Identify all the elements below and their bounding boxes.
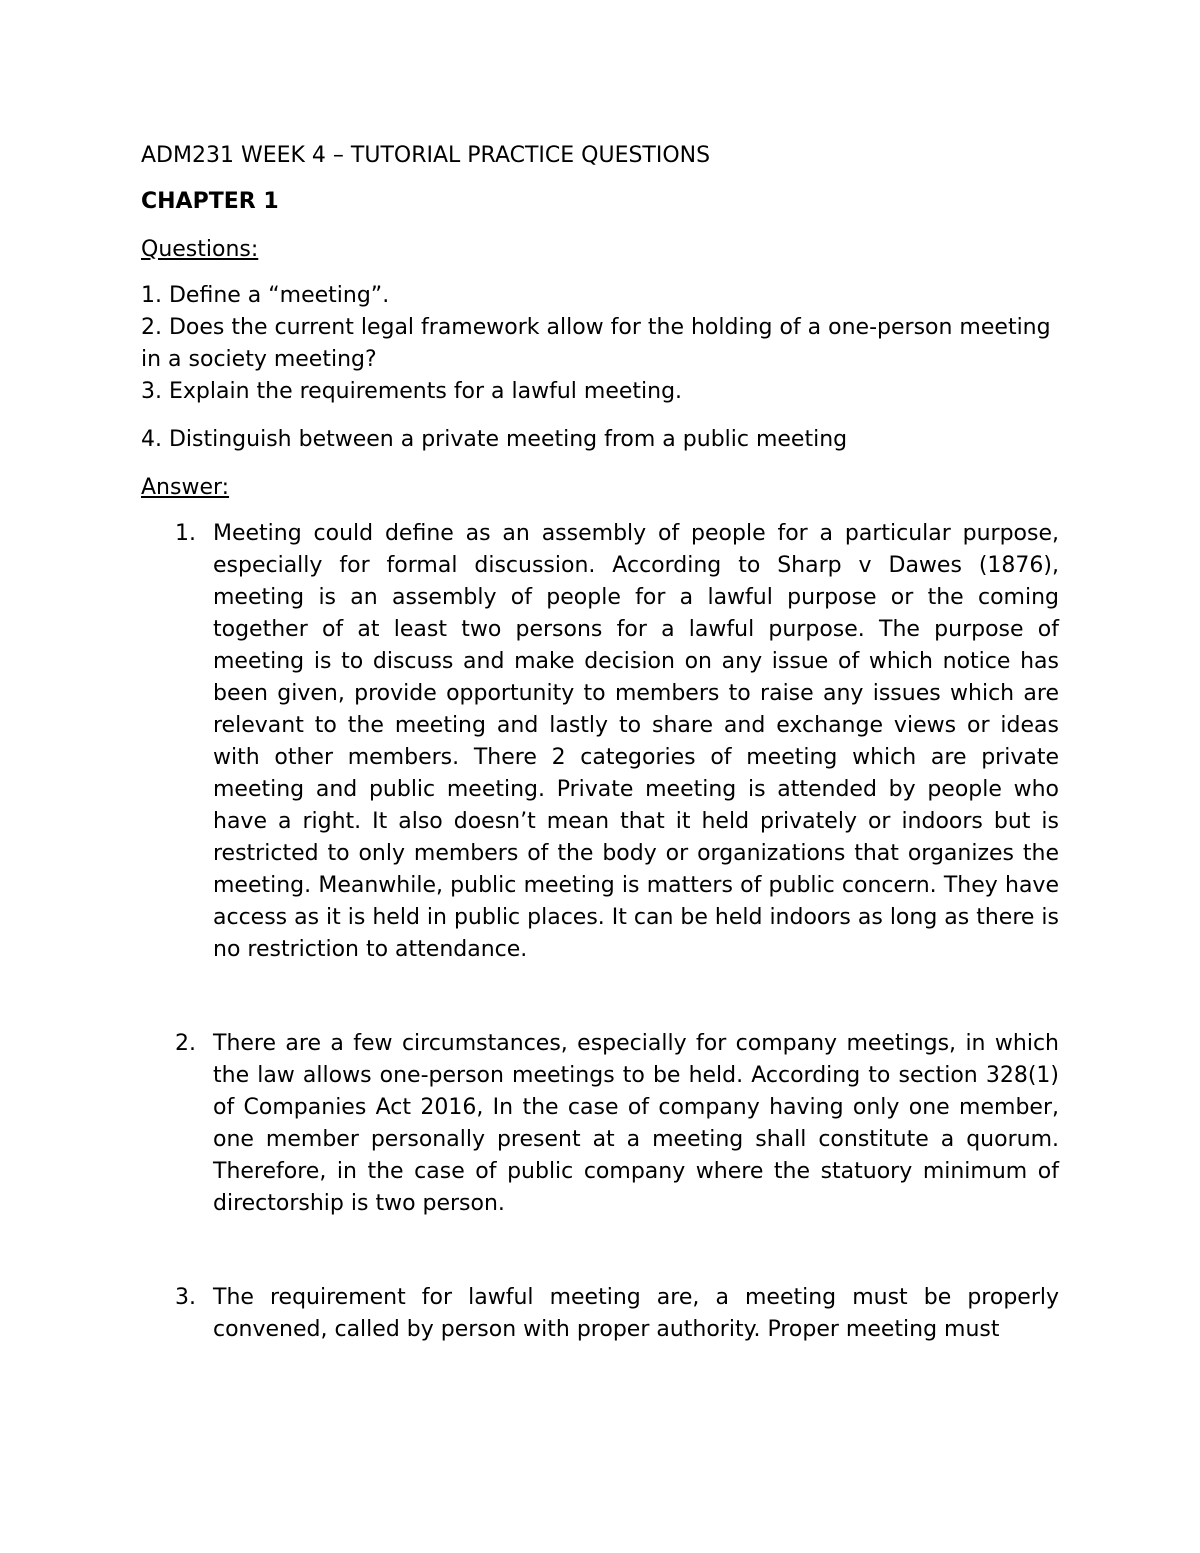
answers-list <box>141 518 1059 1346</box>
question-item: 2. Does the current legal framework allow for the holding of a one-person meeting in a society meeting? <box>141 315 1051 372</box>
answer-number: 3. <box>175 1285 196 1310</box>
answer-text: There are a few circumstances, especially for company meetings, in which the law allows one-person meetings to be held. According to section 328(1) of Companies Act 2016, In the case of company having only one member, one member personally present at a meeting shall constitute a quorum. Therefore, in the case of public company where the statuory minimum of directorship is two person. <box>213 1031 1059 1216</box>
document-title: ADM231 WEEK 4 – TUTORIAL PRACTICE QUESTIONS <box>141 143 711 168</box>
document-page <box>141 140 1059 1346</box>
question-item: 3. Explain the requirements for a lawful meeting. <box>141 379 683 404</box>
chapter-heading: CHAPTER 1 <box>141 189 279 214</box>
answer-label: Answer: <box>141 475 230 500</box>
questions-label: Questions: <box>141 237 259 262</box>
answer-item <box>141 1282 1059 1346</box>
questions-list <box>141 280 1059 456</box>
answer-number: 2. <box>175 1031 196 1056</box>
answer-text: Meeting could define as an assembly of people for a particular purpose, especially for formal discussion. According to Sharp v Dawes (1876), meeting is an assembly of people for a lawful purpose or the coming together of at least two persons for a lawful purpose. The purpose of meeting is to discuss and make decision on any issue of which notice has been given, provide opportunity to members to raise any issues which are relevant to the meeting and lastly to share and exchange views or ideas with other members. There 2 categories of meeting which are private meeting and public meeting. Private meeting is attended by people who have a right. It also doesn’t mean that it held privately or indoors but is restricted to only members of the body or organizations that organizes the meeting. Meanwhile, public meeting is matters of public concern. They have access as it is held in public places. It can be held indoors as long as there is no restriction to attendance. <box>213 521 1060 962</box>
answer-text: The requirement for lawful meeting are, a meeting must be properly convened, called by person with proper authority. Proper meeting must <box>213 1285 1059 1342</box>
answer-item <box>141 1028 1059 1220</box>
question-item: 1. Define a “meeting”. <box>141 283 390 308</box>
answer-item <box>141 518 1059 966</box>
answer-number: 1. <box>175 521 196 546</box>
question-item: 4. Distinguish between a private meeting from a public meeting <box>141 427 848 452</box>
